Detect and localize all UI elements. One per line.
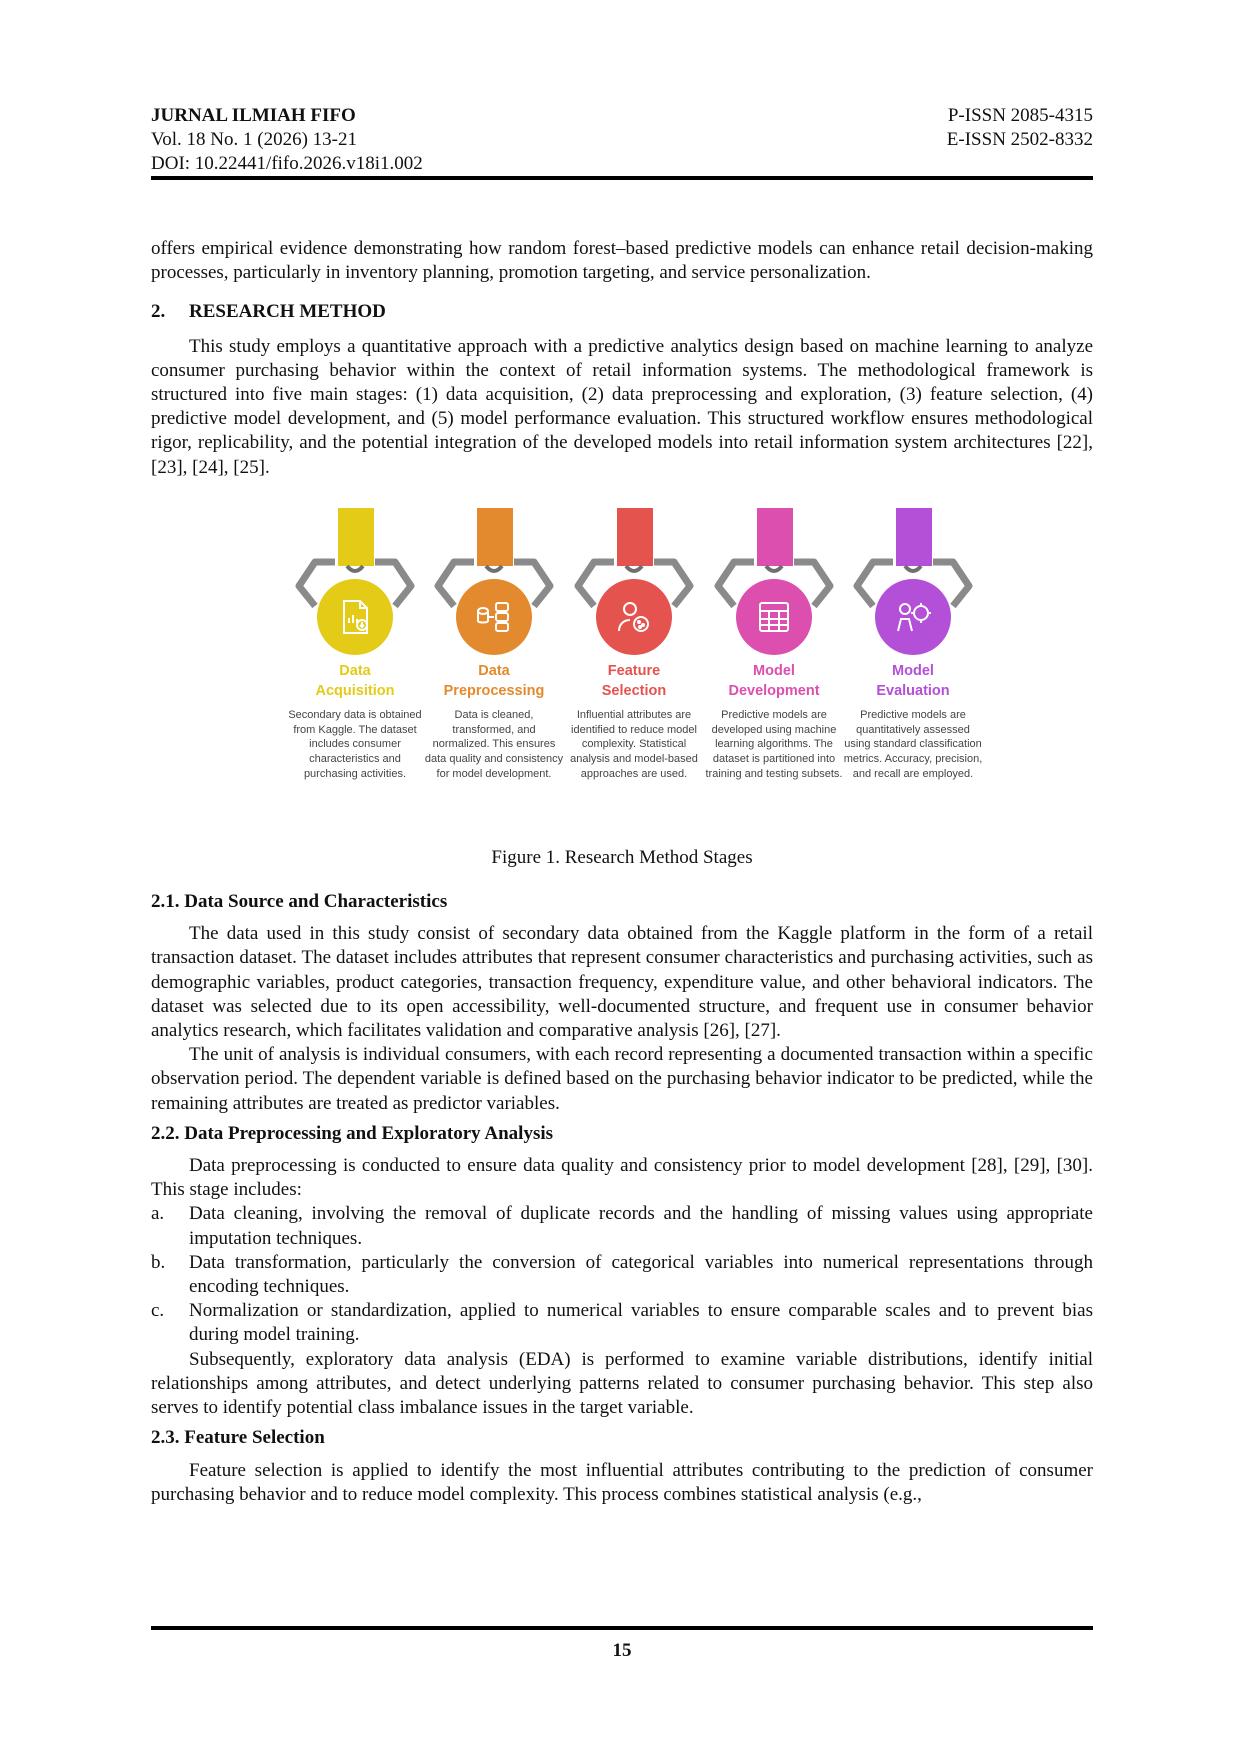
paragraph: Data preprocessing is conducted to ensure data quality and consistency prior to model development [28], [29], [30]. This stage includes: <box>151 1155 1093 1201</box>
data-pipeline-icon <box>456 579 532 655</box>
method-paragraph: This study employs a quantitative approach with a predictive analytics design based on machine learning to analyze consumer purchasing behavior within the context of retail information systems. The methodological framework is structured into five main stages: (1) data acquisition, (2) data preprocessing and exploration, (3) feature selection, (4) predictive model development, and (5) model performance evaluation. This structured workflow ensures methodological rigor, replicability, and the potential integration of the developed models into retail information system architectures [22], [23], [24], [25]. <box>151 335 1093 478</box>
list-marker: a. <box>151 1203 165 1225</box>
subsection-2-2-title: 2.2. Data Preprocessing and Exploratory Analysis <box>151 1122 554 1144</box>
journal-name: JURNAL ILMIAH FIFO <box>151 105 356 126</box>
document-chart-icon <box>317 579 393 655</box>
footer-rule <box>151 1626 1093 1630</box>
stage-title-line: Acquisition <box>315 682 395 699</box>
intro-paragraph: offers empirical evidence demonstrating how random forest–based predictive models can enhance retail decision-making processes, particularly in inventory planning, promotion targeting, and service personalization. <box>151 238 1093 284</box>
page-number: 15 <box>612 1640 632 1661</box>
stage-description: Predictive models are quantitatively assessed using standard classification metrics. Accuracy, precision, and recall are employed. <box>843 708 983 781</box>
person-target-icon <box>875 579 951 655</box>
article-body <box>151 237 1093 1507</box>
list-marker: b. <box>151 1251 166 1273</box>
subsection-2-1-title: 2.1. Data Source and Characteristics <box>151 891 448 913</box>
figure-caption: Figure 1. Research Method Stages <box>491 846 753 868</box>
stage-title-line: Selection <box>601 682 667 699</box>
stage-title <box>843 661 983 701</box>
stage-title-line: Data <box>478 662 510 679</box>
stage-title-line: Development <box>728 682 820 699</box>
list-text: Data transformation, particularly the conversion of categorical variables into numerical representations through encoding techniques. <box>189 1251 1093 1298</box>
paragraph: The unit of analysis is individual consumers, with each record representing a documented transaction within a specific observation period. The dependent variable is defined based on the purchasing behavior indicator to be predicted, while the remaining attributes are treated as predictor variables. <box>151 1044 1093 1114</box>
stage-title <box>285 661 425 701</box>
preprocessing-list <box>151 1202 1093 1347</box>
stage-title-line: Feature <box>607 662 661 679</box>
list-item <box>151 1251 1093 1299</box>
stage-description: Predictive models are developed using machine learning algorithms. The dataset is partitioned into training and testing subsets. <box>705 708 843 781</box>
section-title: RESEARCH METHOD <box>189 301 386 323</box>
stage-description: Influential attributes are identified to reduce model complexity. Statistical analysis and model-based approaches are used. <box>570 708 698 781</box>
stage-title-line: Data <box>339 662 371 679</box>
grid-table-icon <box>736 579 812 655</box>
list-item <box>151 1299 1093 1347</box>
paragraph: Subsequently, exploratory data analysis (EDA) is performed to examine variable distributions, identify initial relationships among attributes, and detect underlying patterns related to consumer purchasing behavior. This step also serves to identify potential class imbalance issues in the target variable. <box>151 1348 1093 1419</box>
paragraph: Feature selection is applied to identify the most influential attributes contributing to the prediction of consumer purchasing behavior and to reduce model complexity. This process combines statistical analysis (e.g., <box>151 1459 1093 1505</box>
paragraph: The data used in this study consist of secondary data obtained from the Kaggle platform in the form of a retail transaction dataset. The dataset includes attributes that represent consumer characteristics and purchasing activities, such as demographic variables, product categories, transaction frequency, expenditure value, and other behavioral indicators. The dataset was selected due to its open accessibility, well-documented structure, and frequent use in consumer behavior analytics research, which facilitates validation and comparative analysis [26], [27]. <box>151 923 1093 1042</box>
stage-title-line: Model <box>892 662 934 679</box>
stage-title <box>424 661 564 701</box>
figure-research-stages <box>151 508 1093 838</box>
stage-description: Data is cleaned, transformed, and normalized. This ensures data quality and consistency for model development. <box>424 708 564 781</box>
header-rule <box>151 176 1093 180</box>
section-number: 2. <box>151 301 166 323</box>
p-issn: P-ISSN 2085-4315 <box>947 105 1093 126</box>
list-text: Normalization or standardization, applied to numerical variables to ensure comparable scales and to prevent bias during model training. <box>189 1300 1093 1346</box>
stage-title <box>704 661 844 701</box>
section-2-heading <box>151 300 1093 324</box>
stage-title-line: Evaluation <box>876 682 950 699</box>
subsection-2-3-title: 2.3. Feature Selection <box>151 1427 325 1449</box>
stage-title <box>564 661 704 701</box>
stage-title-line: Model <box>753 662 795 679</box>
list-marker: c. <box>151 1300 165 1322</box>
list-item <box>151 1202 1093 1250</box>
stage-description: Secondary data is obtained from Kaggle. The dataset includes consumer characteristics and purchasing activities. <box>288 708 422 781</box>
volume-info: Vol. 18 No. 1 (2026) 13-21 <box>151 129 358 150</box>
stage-title-line: Preprocessing <box>443 682 545 699</box>
doi: DOI: 10.22441/fifo.2026.v18i1.002 <box>151 153 423 174</box>
user-analysis-icon <box>596 579 672 655</box>
e-issn: E-ISSN 2502-8332 <box>946 129 1093 150</box>
list-text: Data cleaning, involving the removal of duplicate records and the handling of missing values using appropriate imputation techniques. <box>189 1203 1093 1249</box>
